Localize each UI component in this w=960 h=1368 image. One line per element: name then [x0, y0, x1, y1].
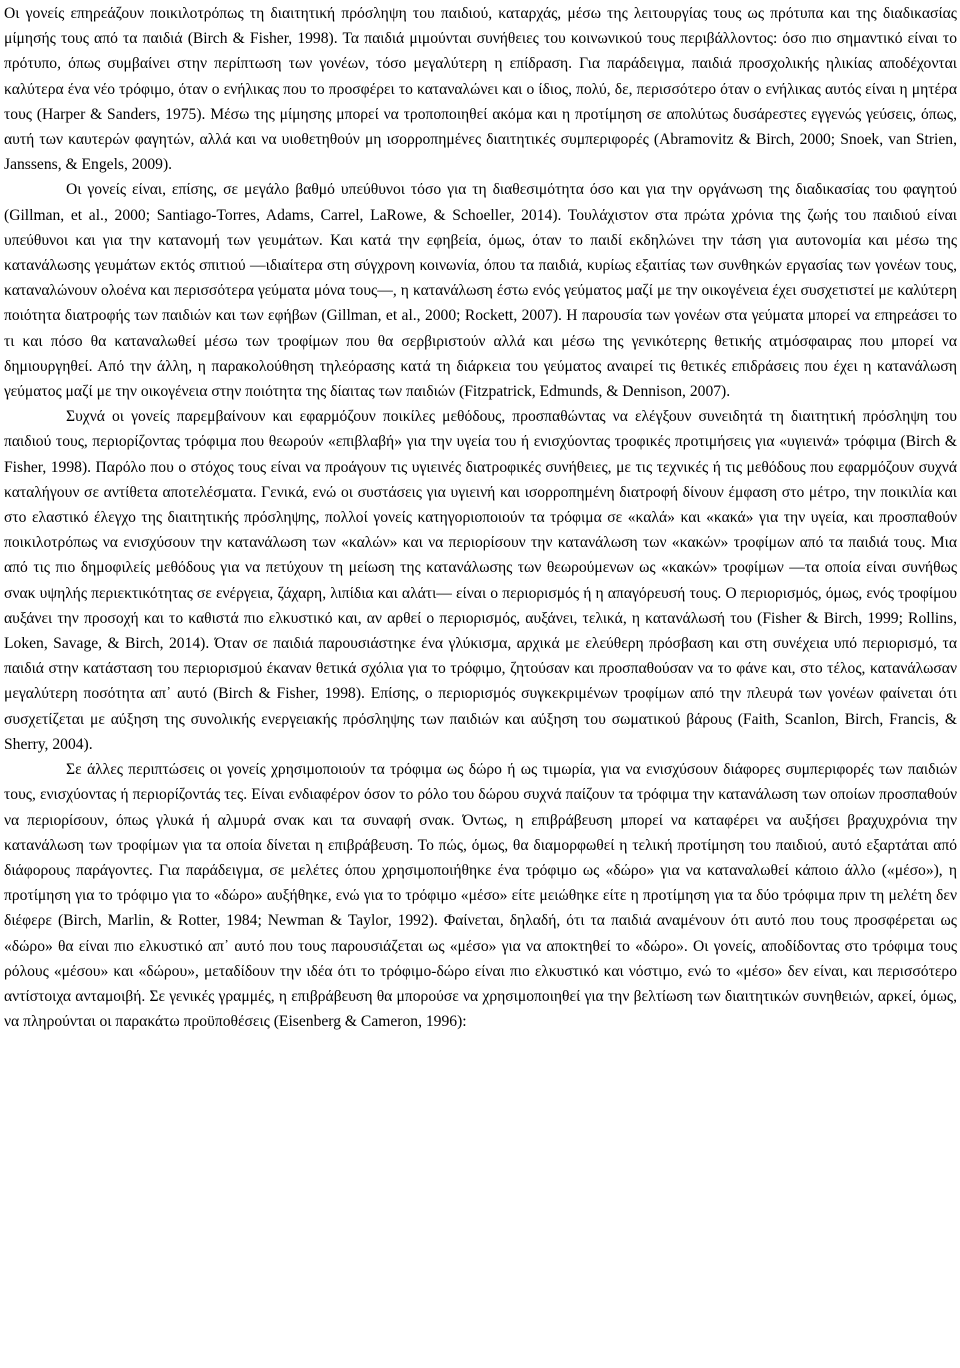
paragraph-2: Οι γονείς είναι, επίσης, σε μεγάλο βαθμό υπεύθυνοι τόσο για τη διαθεσιμότητα όσο και για την οργάνωση της διαδικασίας του φαγητού (Gillman, et al., 2000; Santiago-Torres, Adams, Carrel, LaRowe, & Schoeller, 2014). Τουλάχιστον στα πρώτα χρόνια της ζωής του παιδιού είναι υπεύθυνοι και για την κατανομή των γευμάτων. Και κατά την εφηβεία, όμως, όταν το παιδί εκδηλώνει την τάση για αυτονομία και μέσω της κατανάλωσης γευμάτων εκτός σπιτιού —ιδιαίτερα στη σύγχρονη κοινωνία, όπου τα παιδιά, κυρίως εξαιτίας των συνθηκών εργασίας των γονέων τους, καταναλώνουν ολοένα και περισσότερα γεύματα μόνα τους—, η κατανάλωση έστω ενός γεύματος μαζί με την οικογένεια έχει συσχετιστεί με καλύτερη ποιότητα διατροφής των παιδιών και των εφήβων (Gillman, et al., 2000; Rockett, 2007). Η παρουσία των γονέων στα γεύματα μπορεί να επηρεάσει το τι και πόσο θα καταναλωθεί μέσω των τροφίμων που θα σερβιριστούν αλλά και μέσω της γενικότερης θετικής ατμόσφαιρας που μπορεί να δημιουργηθεί. Από την άλλη, η παρακολούθηση τηλεόρασης κατά τη διάρκεια του γεύματος αναιρεί τις θετικές επιδράσεις που έχει η κατανάλωση γεύματος μαζί με την οικογένεια στην ποιότητα της δίαιτας των παιδιών (Fitzpatrick, Edmunds, & Dennison, 2007). — [4, 181, 957, 401]
paragraph-1: Οι γονείς επηρεάζουν ποικιλοτρόπως τη διαιτητική πρόσληψη του παιδιού, καταρχάς, μέσω της λειτουργίας τους ως πρότυπα και της διαδικασίας μίμησής τους από τα παιδιά (Birch & Fisher, 1998). Τα παιδιά μιμούνται συνήθειες του κοινωνικού τους περιβάλλοντος: όσο πιο σημαντικό είναι το πρότυπο, όπως συμβαίνει στην περίπτωση των γονέων, τόσο μεγαλύτερη η επίδραση. Για παράδειγμα, παιδιά προσχολικής ηλικίας αποδέχονται καλύτερα ένα νέο τρόφιμο, όταν ο ενήλικας που το προσφέρει το καταναλώνει και ο ίδιος, πολύ, δε, περισσότερο όταν ο ενήλικας αυτός είναι η μητέρα τους (Harper & Sanders, 1975). Μέσω της μίμησης μπορεί να τροποποιηθεί ακόμα και η προτίμηση σε απολύτως δυσάρεστες εγγενώς γεύσεις, όπως, αυτή των καυτερών φαγητών, αλλά και να υιοθετηθούν μη ισορροπημένες διαιτητικές συμπεριφορές (Abramovitz & Birch, 2000; Snoek, van Strien, Janssens, & Engels, 2009). — [4, 5, 957, 174]
paragraph-4: Σε άλλες περιπτώσεις οι γονείς χρησιμοποιούν τα τρόφιμα ως δώρο ή ως τιμωρία, για να ενισχύσουν διάφορες συμπεριφορές των παιδιών τους, ενισχύοντας ή περιορίζοντάς τες. Είναι ενδιαφέρον όσον το ρόλο του δώρου συχνά παίζουν τα τρόφιμα την κατανάλωση των οποίων προσπαθούν να περιορίσουν, όπως γλυκά ή αλμυρά σνακ και τα συναφή σνακ. Όντως, η επιβράβευση μπορεί να καταφέρει να αυξήσει βραχυχρόνια την κατανάλωση των τροφίμων για τα οποία δίνεται η επιβράβευση. Το πώς, όμως, θα διαμορφωθεί η τελική προτίμηση του παιδιού, αυτό εξαρτάται από διάφορους παράγοντες. Για παράδειγμα, σε μελέτες όπου χρησιμοποιήθηκε ένα τρόφιμο ως «δώρο» για να καταναλωθεί κάποιο άλλο («μέσο»), η προτίμηση για το τρόφιμο για το «δώρο» αυξήθηκε, ενώ για το τρόφιμο «μέσο» είτε μειώθηκε είτε η προτίμηση για τα δύο τρόφιμα πριν τη μελέτη δεν διέφερε (Birch, Marlin, & Rotter, 1984; Newman & Taylor, 1992). Φαίνεται, δηλαδή, ότι τα παιδιά αναμένουν ότι αυτό που τους προσφέρεται ως «δώρο» θα είναι πιο ελκυστικό απ᾽ αυτό που τους παρουσιάζεται ως «μέσο» για να αποκτηθεί το «δώρο». Οι γονείς, αποδίδοντας στο τρόφιμα τους ρόλους «μέσου» και «δώρου», μεταδίδουν την ιδέα ότι το τρόφιμο-δώρο είναι πιο ελκυστικό και νόστιμο, ενώ το «μέσο» δεν είναι, και περισσότερο αντίστοιχα ανταμοιβή. Σε γενικές γραμμές, η επιβράβευση θα μπορούσε να χρησιμοποιηθεί για την βελτίωση των διαιτητικών συνηθειών, αρκεί, όμως, να πληρούνται οι παρακάτω προϋποθέσεις (Eisenberg & Cameron, 1996): — [4, 761, 957, 1031]
paragraph-3: Συχνά οι γονείς παρεμβαίνουν και εφαρμόζουν ποικίλες μεθόδους, προσπαθώντας να ελέγξουν συνειδητά τη διαιτητική πρόσληψη του παιδιού τους, περιορίζοντας τρόφιμα που θεωρούν «επιβλαβή» για την υγεία του ή ενισχύοντας τροφικές προτιμήσεις για «υγιεινά» τρόφιμα (Birch & Fisher, 1998). Παρόλο που ο στόχος τους είναι να προάγουν τις υγιεινές διατροφικές συνήθειες, με τις τεχνικές ή τις μεθόδους που εφαρμόζουν συχνά καταλήγουν σε αντίθετα αποτελέσματα. Γενικά, ενώ οι συστάσεις για υγιεινή και ισορροπημένη διατροφή δίνουν έμφαση στο μέτρο, την ποικιλία και στο ελαστικό έλεγχο της διαιτητικής πρόσληψης, πολλοί γονείς κατηγοριοποιούν τα τρόφιμα σε «καλά» και «κακά» για την υγεία, και προσπαθούν ποικιλοτρόπως να ενισχύσουν την κατανάλωση των «καλών» και να περιορίσουν την κατανάλωση των «κακών» τροφίμων από τα παιδιά τους. Μια από τις πιο δημοφιλείς μεθόδους για να πετύχουν τη μείωση της κατανάλωσης των θεωρούμενων ως «κακών» τροφίμων —τα οποία είναι συνήθως σνακ υψηλής περιεκτικότητας σε ενέργεια, ζάχαρη, λιπίδια και αλάτι— είναι ο περιορισμός ή η απαγόρευσή τους. Ο περιορισμός, όμως, ενός τροφίμου αυξάνει την προσοχή και το καθιστά πιο ελκυστικό και, αν αρθεί ο περιορισμός, αυξάνει, τελικά, η κατανάλωσή του (Fisher & Birch, 1999; Rollins, Loken, Savage, & Birch, 2014). Όταν σε παιδιά παρουσιάστηκε ένα γλύκισμα, αρχικά με ελεύθερη πρόσβαση και στη συνέχεια υπό περιορισμό, τα παιδιά στην κατάσταση του περιορισμού έκαναν θετικά σχόλια για το τρόφιμο, ζητούσαν και προσπαθούσαν να το φάνε και, στο τέλος, κατανάλωσαν μεγαλύτερη ποσότητα απ᾽ αυτό (Birch & Fisher, 1998). Επίσης, ο περιορισμός συγκεκριμένων τροφίμων από την πλευρά των γονέων φαίνεται ότι συσχετίζεται με αύξηση της συνολικής ενεργειακής πρόσληψης των παιδιών και αύξηση του σωματικού βάρους (Faith, Scanlon, Birch, Francis, & Sherry, 2004). — [4, 408, 957, 753]
